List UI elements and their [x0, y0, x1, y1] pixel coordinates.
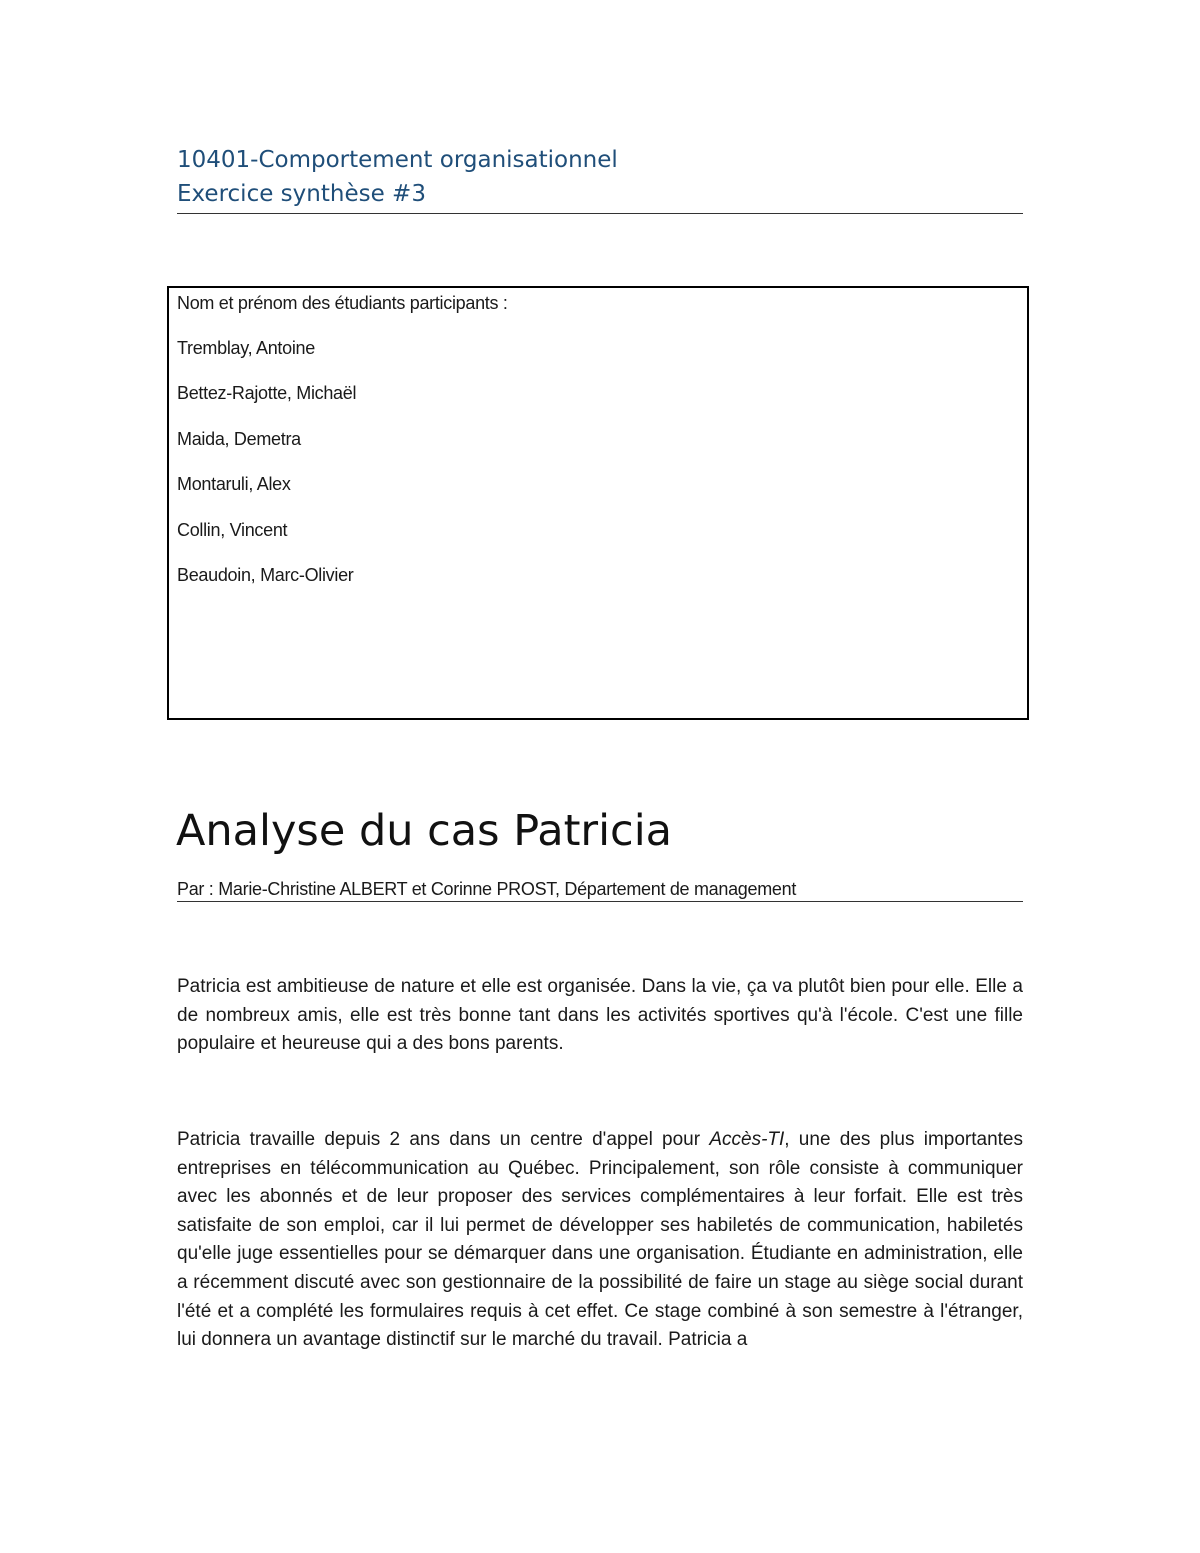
paragraph-1: Patricia est ambitieuse de nature et elle est organisée. Dans la vie, ça va plutôt bien pour elle. Elle a de nombreux amis, elle est très bonne tant dans les activités sportives qu'à l'école. C'est une fille populaire et heureuse qui a des bons parents.: [177, 976, 1023, 1055]
student-name: Bettez-Rajotte, Michaël: [177, 383, 357, 404]
exercise-title: Exercice synthèse #3: [177, 181, 426, 207]
course-title: 10401-Comportement organisationnel: [177, 147, 618, 173]
case-byline: Par : Marie-Christine ALBERT et Corinne PROST, Département de management: [177, 878, 1023, 902]
students-box-label: Nom et prénom des étudiants participants :: [177, 293, 508, 313]
student-name: Collin, Vincent: [177, 519, 288, 540]
paragraph-2: [177, 1126, 1023, 1355]
case-title: Analyse du cas Patricia: [176, 806, 672, 856]
student-name: Maida, Demetra: [177, 428, 301, 449]
paragraph-2-intro: Patricia travaille depuis 2 ans dans un centre d'appel pour: [177, 1129, 710, 1150]
document-header: [177, 143, 1023, 214]
student-name: Tremblay, Antoine: [177, 338, 315, 358]
student-name: Montaruli, Alex: [177, 474, 291, 495]
students-box: [167, 286, 1029, 720]
company-name: Accès-TI: [709, 1129, 785, 1150]
paragraph-2-body: , une des plus importantes entreprises en télécommunication au Québec. Principalement, son rôle consiste à communiquer avec les abonnés et de leur proposer des services complémentaires à leur forfait. Elle est très satisfaite de son emploi, car il lui permet de développer ses habiletés de communication, habiletés qu'elle juge essentielles pour se démarquer dans une organisation. Étudiante en administration, elle a récemment discuté avec son gestionnaire de la possibilité de faire un stage au siège social durant l'été et a complété les formulaires requis à cet effet. Ce stage combiné à son semestre à l'étranger, lui donnera un avantage distinctif sur le marché du travail. Patricia a: [177, 1129, 1023, 1351]
students-list: [177, 337, 1019, 586]
student-name: Beaudoin, Marc-Olivier: [177, 564, 354, 585]
